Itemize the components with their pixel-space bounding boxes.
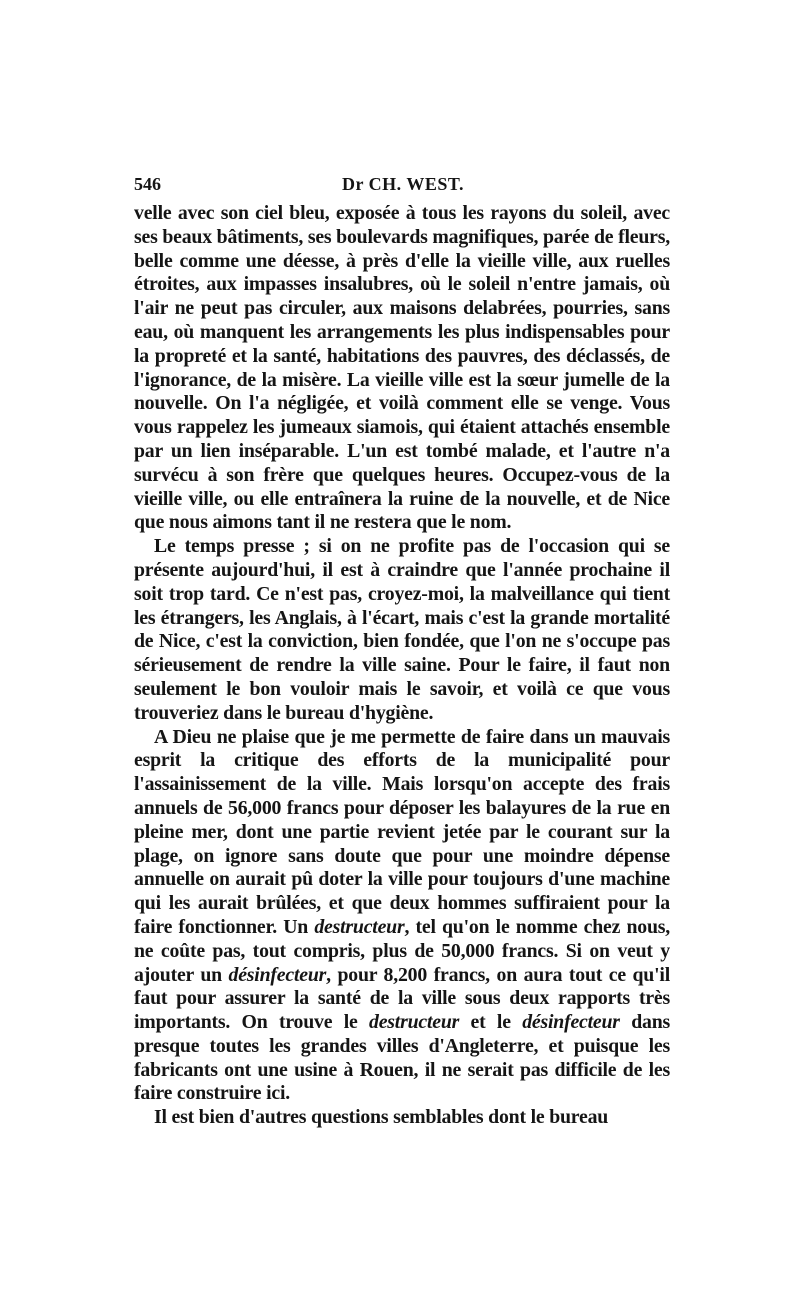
- term-destructeur: destructeur: [369, 1011, 460, 1034]
- term-destructeur: destructeur: [314, 915, 405, 938]
- book-page: [134, 166, 670, 1166]
- paragraph-3-text: dans presque toutes les grandes villes d'Angleterre, et puisque les fabricants ont une usine à Rouen, il ne serait pas difficile de les faire construire ici.: [134, 1011, 670, 1105]
- term-desinfecteur: désinfecteur: [522, 1011, 620, 1034]
- paragraph-3-text: A Dieu ne plaise que je me permette de faire dans un mauvais esprit la critique des efforts de la municipalité pour l'assainissement de la ville. Mais lorsqu'on accepte des frais annuels de 56,000 francs pour déposer les balayures de la rue en pleine mer, dont une partie revient jetée par le courant sur la plage, on ignore sans doute que pour une moindre dépense annuelle on aurait pû doter la ville pour toujours d'une machine qui les aurait brûlées, et que deux hommes suffiraient pour la faire fonctionner. Un: [134, 725, 670, 938]
- paragraph-4: Il est bien d'autres questions semblables dont le bureau: [154, 1106, 609, 1129]
- running-head: [134, 166, 670, 196]
- page-number: 546: [134, 174, 161, 194]
- term-desinfecteur: désinfecteur: [228, 963, 327, 986]
- paragraph-3: [134, 726, 670, 1107]
- paragraph-3-text: , tel qu'on le nomme chez nous, ne coûte pas, tout compris, plus de 50,000 francs. Si on veut y ajouter un: [134, 915, 670, 986]
- body-text: [134, 202, 670, 1130]
- running-title: Dr CH. WEST.: [342, 174, 465, 194]
- paragraph-3-text: et le: [459, 1011, 523, 1034]
- paragraph-1: velle avec son ciel bleu, exposée à tous les rayons du soleil, avec ses beaux bâtiments, ses boulevards magnifiques, parée de fleurs, belle comme une déesse, à près d'elle la vieille ville, aux ruelles étroites, aux impasses insalubres, où le soleil n'entre jamais, où l'air ne peut pas circuler, aux maisons delabrées, pourries, sans eau, où manquent les arrangements les plus indispensables pour la propreté et la santé, habitations des pauvres, des déclassés, de l'ignorance, de la misère. La vieille ville est la sœur jumelle de la nouvelle. On l'a négligée, et voilà comment elle se venge. Vous vous rappelez les jumeaux siamois, qui étaient attachés ensemble par un lien inséparable. L'un est tombé malade, et l'autre n'a survécu à son frère que quelques heures. Occupez-vous de la vieille ville, ou elle entraînera la ruine de la nouvelle, et de Nice que nous aimons tant il ne restera que le nom.: [134, 202, 670, 534]
- paragraph-2: Le temps presse ; si on ne profite pas de l'occasion qui se présente aujourd'hui, il est à craindre que l'année prochaine il soit trop tard. Ce n'est pas, croyez-moi, la malveillance qui tient les étrangers, les Anglais, à l'écart, mais c'est la grande mortalité de Nice, c'est la conviction, bien fondée, que l'on ne s'occupe pas sérieusement de rendre la ville saine. Pour le faire, il faut non seulement le bon vouloir mais le savoir, et voilà ce que vous trouveriez dans le bureau d'hygiène.: [134, 535, 670, 724]
- paragraph-3-text: , pour 8,200 francs, on aura tout ce qu'il faut pour assurer la santé de la ville sous deux rapports très importants. On trouve le: [134, 963, 670, 1034]
